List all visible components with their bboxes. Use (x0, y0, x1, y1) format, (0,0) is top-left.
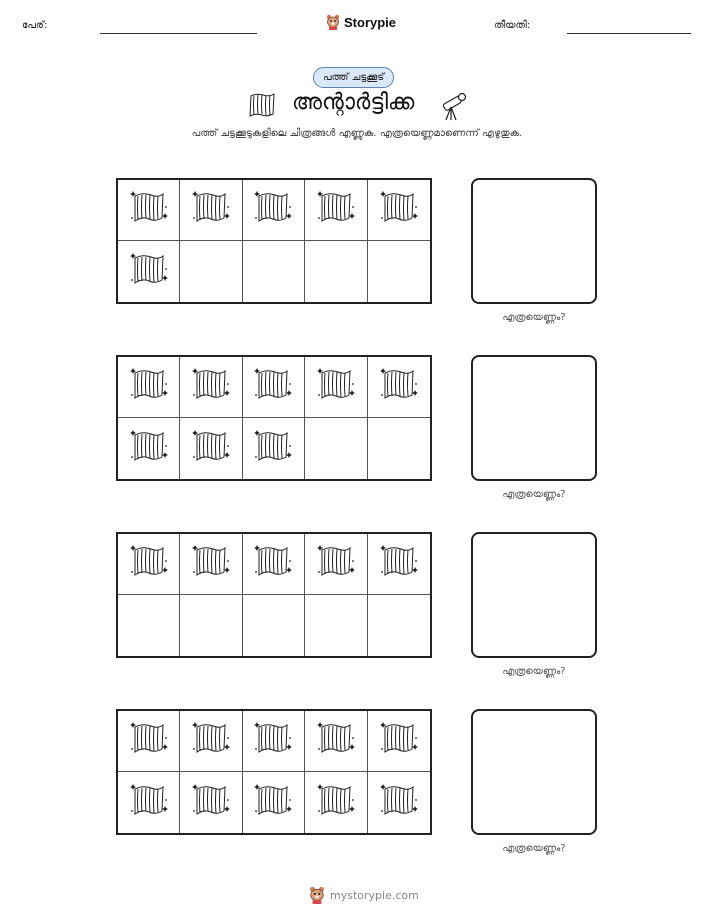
aurora-icon (379, 365, 419, 409)
aurora-icon (379, 188, 419, 232)
frame-cell (368, 711, 430, 772)
bear-mascot-icon (309, 886, 325, 904)
frame-cell (180, 241, 242, 302)
frame-cell (180, 180, 242, 241)
aurora-icon (191, 365, 231, 409)
frame-cell (305, 418, 367, 479)
title-left-aurora-icon (247, 92, 277, 124)
date-line[interactable] (567, 33, 691, 34)
frame-cell (243, 534, 305, 595)
frame-cell (243, 595, 305, 656)
aurora-icon (191, 188, 231, 232)
frame-cell (180, 772, 242, 833)
frame-cell (305, 357, 367, 418)
date-label: തീയതി: (494, 20, 531, 31)
frame-cell (305, 534, 367, 595)
frame-cell (305, 241, 367, 302)
frame-cell (180, 595, 242, 656)
name-line[interactable] (100, 33, 257, 34)
aurora-icon (316, 781, 356, 825)
frame-cell (243, 180, 305, 241)
frame-cell (118, 180, 180, 241)
aurora-icon (379, 719, 419, 763)
frame-cell (243, 418, 305, 479)
how-many-label-3: എത്രയെണ്ണം? (502, 666, 566, 677)
aurora-icon (316, 188, 356, 232)
frame-cell (180, 534, 242, 595)
aurora-icon (253, 542, 293, 586)
aurora-icon (191, 427, 231, 471)
frame-cell (118, 534, 180, 595)
frame-cell (118, 241, 180, 302)
frame-cell (368, 595, 430, 656)
aurora-icon (253, 365, 293, 409)
frame-cell (243, 711, 305, 772)
aurora-icon (191, 781, 231, 825)
aurora-icon (253, 719, 293, 763)
how-many-label-1: എത്രയെണ്ണം? (502, 312, 566, 323)
aurora-icon (316, 365, 356, 409)
instructions: പത്ത് ചട്ടക്കൂടുകളിലെ ചിത്രങ്ങൾ എണ്ണുക. എത്രയെണ്ണമാണെന്ന് എഴുതുക. (191, 128, 523, 139)
topic-badge: പത്ത് ചട്ടക്കൂട് (313, 67, 394, 88)
frame-cell (368, 418, 430, 479)
frame-cell (118, 418, 180, 479)
frame-cell (243, 772, 305, 833)
answer-box-1[interactable] (471, 178, 597, 304)
frame-cell (180, 418, 242, 479)
aurora-icon (129, 188, 169, 232)
frame-cell (118, 357, 180, 418)
aurora-icon (253, 188, 293, 232)
aurora-icon (191, 542, 231, 586)
aurora-icon (253, 781, 293, 825)
logo-text: Storypie (344, 14, 397, 30)
ten-frame-3 (116, 532, 432, 658)
frame-cell (243, 357, 305, 418)
frame-cell (368, 241, 430, 302)
name-label: പേര്: (22, 20, 48, 31)
frame-cell (180, 357, 242, 418)
ten-frame-4 (116, 709, 432, 835)
frame-cell (368, 357, 430, 418)
aurora-icon (253, 427, 293, 471)
aurora-icon (129, 427, 169, 471)
aurora-icon (191, 719, 231, 763)
frame-cell (305, 711, 367, 772)
frame-cell (118, 595, 180, 656)
frame-cell (368, 534, 430, 595)
footer-url: mystorypie.com (330, 888, 419, 902)
aurora-icon (129, 542, 169, 586)
ten-frame-1 (116, 178, 432, 304)
aurora-icon (129, 250, 169, 294)
frame-cell (118, 711, 180, 772)
frame-cell (368, 180, 430, 241)
storypie-logo (326, 14, 396, 30)
frame-cell (305, 595, 367, 656)
frame-cell (305, 772, 367, 833)
frame-cell (180, 711, 242, 772)
aurora-icon (379, 781, 419, 825)
frame-cell (243, 241, 305, 302)
bear-mascot-icon (326, 14, 340, 30)
how-many-label-4: എത്രയെണ്ണം? (502, 843, 566, 854)
aurora-icon (316, 542, 356, 586)
answer-box-2[interactable] (471, 355, 597, 481)
answer-box-3[interactable] (471, 532, 597, 658)
frame-cell (305, 180, 367, 241)
title-right-telescope-icon (437, 90, 469, 126)
ten-frame-2 (116, 355, 432, 481)
aurora-icon (129, 781, 169, 825)
frame-cell (118, 772, 180, 833)
aurora-icon (129, 719, 169, 763)
page-title: അന്റാർട്ടിക്ക (292, 90, 415, 115)
footer (309, 886, 419, 904)
frame-cell (368, 772, 430, 833)
aurora-icon (316, 719, 356, 763)
aurora-icon (379, 542, 419, 586)
aurora-icon (129, 365, 169, 409)
how-many-label-2: എത്രയെണ്ണം? (502, 489, 566, 500)
answer-box-4[interactable] (471, 709, 597, 835)
